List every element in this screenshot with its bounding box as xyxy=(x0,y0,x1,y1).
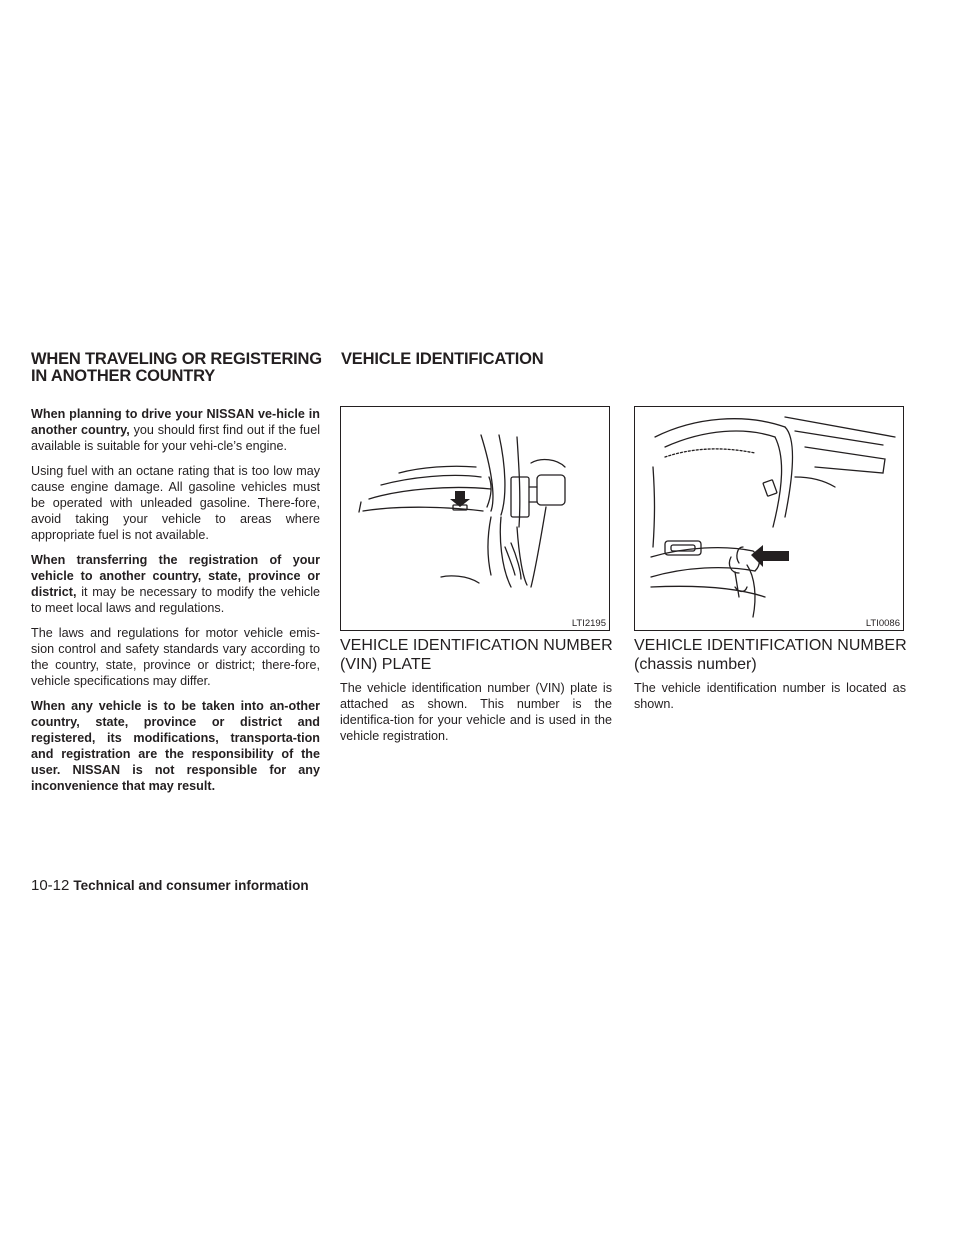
chassis-number-heading xyxy=(634,636,924,674)
paragraph: When any vehicle is to be taken into an-other country, state, province or district and registered, its modifications, transporta-tion and registration are the responsibility of the user. NISSAN is not responsible for any inconvenience that may result. xyxy=(31,699,320,793)
figure-code: LTI2195 xyxy=(571,618,606,629)
page-number: 10-12 xyxy=(31,877,70,894)
chassis-number-figure xyxy=(634,406,904,631)
section-title-line: IN ANOTHER COUNTRY xyxy=(31,367,216,385)
chassis-number-body: The vehicle identification number is located as shown. xyxy=(634,681,906,711)
paragraph: When planning to drive your NISSAN ve-hicle in another country, you should first find out if the fuel available is suitable for your vehi-cle’s engine. xyxy=(31,407,320,453)
heading-line: VEHICLE IDENTIFICATION NUMBER xyxy=(634,637,907,654)
section-title-traveling xyxy=(31,351,331,385)
figure-code: LTI0086 xyxy=(865,618,900,629)
section-title-vehicle-identification xyxy=(341,351,641,368)
vin-plate-figure xyxy=(340,406,610,631)
heading-line: VEHICLE IDENTIFICATION NUMBER xyxy=(340,637,613,654)
paragraph: The laws and regulations for motor vehicle emis-sion control and safety standards vary according to the country, state, province or district; there-fore, vehicle specifications may differ. xyxy=(31,626,320,688)
section-title-line: WHEN TRAVELING OR REGISTERING xyxy=(31,350,322,368)
vin-plate-heading xyxy=(340,636,620,674)
paragraph: When transferring the registration of your vehicle to another country, state, province or district, it may be necessary to modify the vehicle to meet local laws and regulations. xyxy=(31,553,320,615)
vin-plate-body: The vehicle identification number (VIN) plate is attached as shown. This number is the identifica-tion for your vehicle and is used in the vehicle registration. xyxy=(340,681,612,743)
section-title-line: VEHICLE IDENTIFICATION xyxy=(341,350,544,368)
footer-section-title: Technical and consumer information xyxy=(73,878,309,893)
vin-plate-location-illustration xyxy=(341,407,609,630)
heading-line: (VIN) PLATE xyxy=(340,656,432,673)
page-footer xyxy=(31,877,309,895)
heading-line: (chassis number) xyxy=(634,656,757,673)
left-column xyxy=(31,406,320,803)
chassis-number-location-illustration xyxy=(635,407,903,630)
paragraph: Using fuel with an octane rating that is too low may cause engine damage. All gasoline vehicles must be operated with unleaded gasoline. There-fore, avoid taking your vehicle to areas where appropriate fuel is not available. xyxy=(31,464,320,542)
